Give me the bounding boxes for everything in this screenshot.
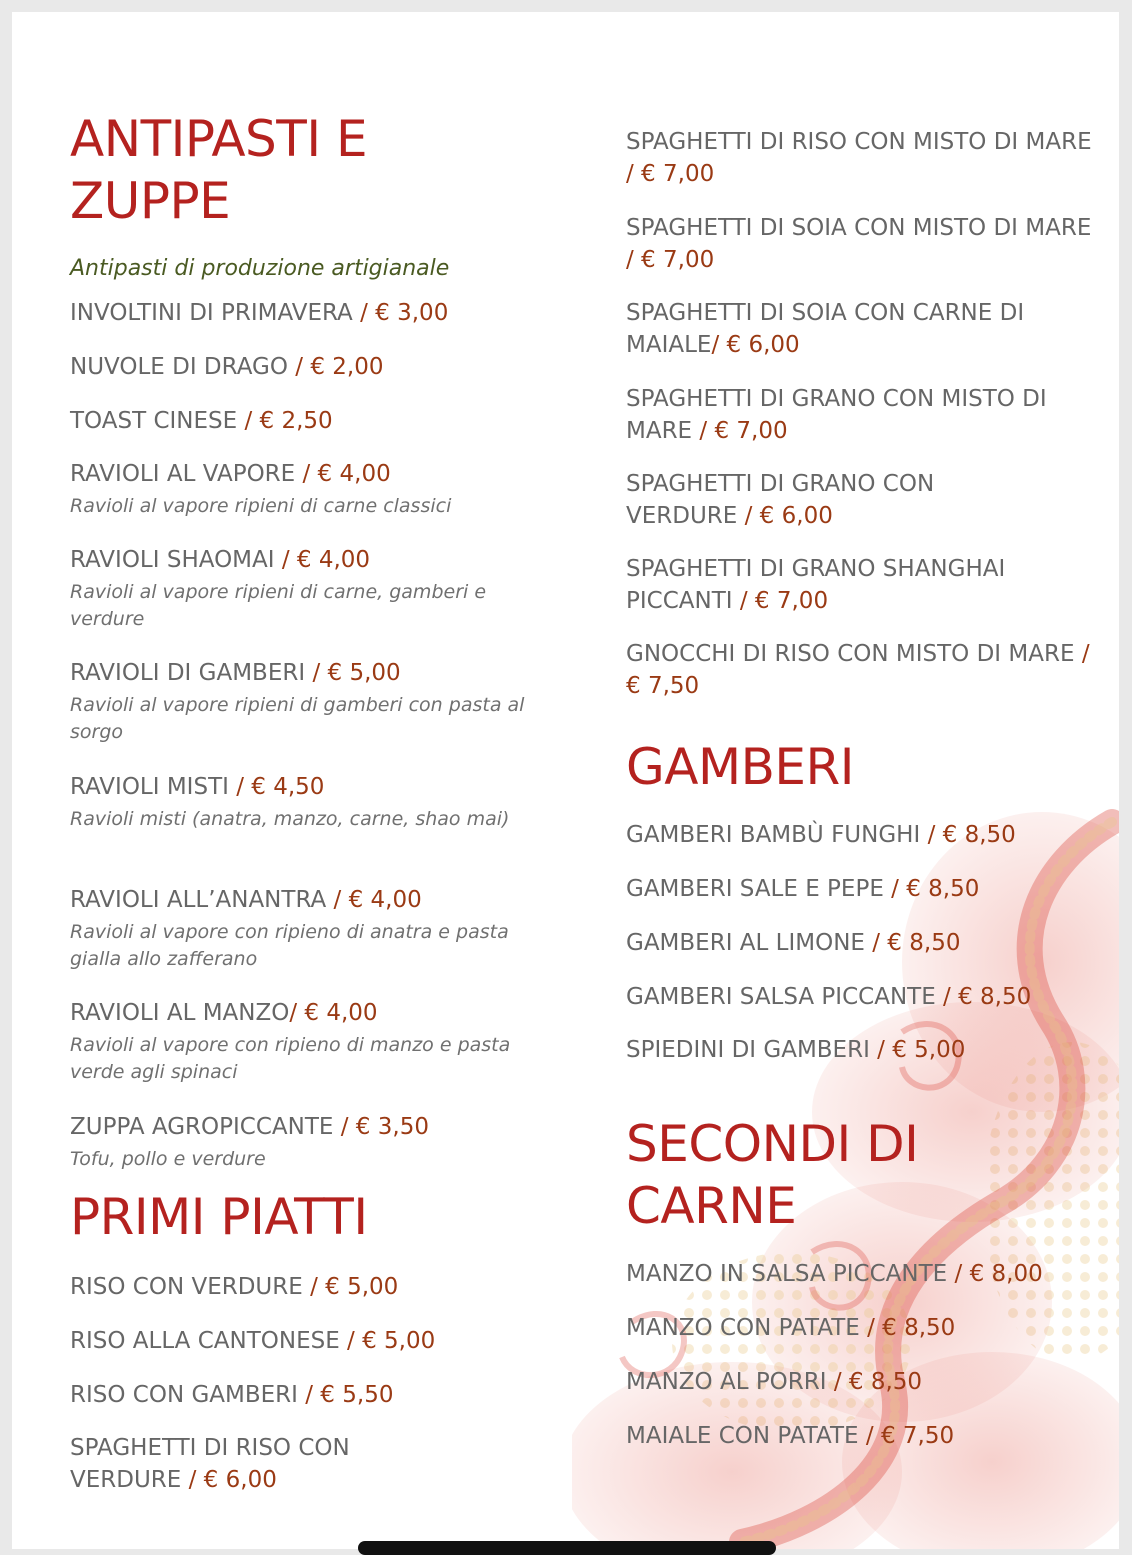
menu-item (70, 885, 540, 973)
item-description: Ravioli al vapore ripieni di carne, gamberi e verdure (70, 580, 487, 630)
item-name: ZUPPA AGROPICCANTE (70, 1114, 334, 1140)
antipasti-intro: Antipasti di produzione artigianale (70, 256, 450, 281)
menu-item (70, 1433, 400, 1496)
item-price: / € 6,00 (711, 331, 800, 358)
item-name: GAMBERI SALE E PEPE (626, 876, 884, 902)
item-price: / € 7,50 (626, 641, 1090, 699)
item-price: / € 8,50 (872, 930, 961, 956)
item-name: MANZO AL PORRI (626, 1369, 827, 1395)
item-price: / € 5,00 (312, 660, 401, 686)
menu-item (70, 298, 540, 330)
menu-item (626, 874, 1096, 906)
item-name: NUVOLE DI DRAGO (70, 354, 288, 380)
item-name: MANZO IN SALSA PICCANTE (626, 1261, 948, 1287)
item-name: RISO CON VERDURE (70, 1274, 303, 1300)
menu-item (70, 1272, 540, 1304)
menu-item (70, 1380, 540, 1412)
item-name: SPAGHETTI DI RISO CON MISTO DI MARE (626, 129, 1092, 155)
menu-item (626, 1367, 1096, 1399)
item-name: RAVIOLI SHAOMAI (70, 547, 275, 573)
menu-item (626, 1035, 1096, 1067)
item-name: MAIALE CON PATATE (626, 1423, 859, 1449)
item-price: / € 4,00 (281, 547, 371, 573)
item-name: SPAGHETTI DI GRANO CON MISTO DI MARE (626, 386, 1047, 444)
item-name: SPAGHETTI DI GRANO CON VERDURE (626, 471, 935, 529)
menu-item (626, 639, 1096, 702)
menu-item (70, 1112, 540, 1173)
item-price: / € 3,00 (360, 300, 449, 326)
item-name: SPAGHETTI DI RISO CON VERDURE (70, 1435, 350, 1493)
item-price: / € 8,50 (833, 1369, 923, 1395)
item-name: GNOCCHI DI RISO CON MISTO DI MARE (626, 641, 1075, 667)
menu-item (70, 352, 540, 384)
item-price: / € 5,00 (347, 1328, 436, 1354)
item-description: Ravioli misti (anatra, manzo, carne, shao mai) (70, 807, 510, 830)
menu-item (626, 1313, 1096, 1345)
item-name: RAVIOLI AL VAPORE (70, 461, 296, 487)
item-price: / € 7,00 (739, 587, 829, 614)
item-name: SPIEDINI DI GAMBERI (626, 1037, 870, 1063)
item-price: / € 6,00 (744, 502, 833, 529)
menu-page (12, 12, 1119, 1549)
item-description: Ravioli al vapore ripieni di gamberi con pasta al sorgo (70, 693, 525, 743)
menu-item (70, 1326, 540, 1358)
item-name: RAVIOLI MISTI (70, 774, 229, 800)
item-price: / € 8,50 (867, 1315, 956, 1341)
item-price: / € 8,50 (891, 876, 980, 902)
item-name: RAVIOLI AL MANZO (70, 1000, 290, 1026)
menu-item (626, 982, 1096, 1014)
home-indicator[interactable] (358, 1541, 776, 1555)
item-price: / € 7,00 (626, 160, 715, 187)
item-name: RAVIOLI ALL’ANANTRA (70, 887, 327, 913)
item-name: GAMBERI SALSA PICCANTE (626, 984, 936, 1010)
item-name: INVOLTINI DI PRIMAVERA (70, 300, 353, 326)
item-description: Ravioli al vapore con ripieno di anatra e pasta gialla allo zafferano (70, 920, 509, 970)
item-name: SPAGHETTI DI SOIA CON MISTO DI MARE (626, 215, 1092, 241)
item-price: / € 7,00 (626, 246, 715, 273)
item-price: / € 7,50 (865, 1423, 955, 1449)
item-description: Ravioli al vapore ripieni di carne classici (70, 494, 452, 517)
menu-item (626, 127, 1096, 190)
item-price: / € 7,00 (699, 417, 788, 444)
item-name: SPAGHETTI DI SOIA CON CARNE DI MAIALE (626, 300, 1025, 358)
item-name: MANZO CON PATATE (626, 1315, 860, 1341)
item-price: / € 4,00 (333, 887, 422, 913)
menu-item (626, 928, 1096, 960)
item-name: TOAST CINESE (70, 408, 238, 434)
menu-item (626, 298, 1096, 361)
menu-item (70, 459, 540, 520)
menu-item (626, 213, 1096, 276)
item-name: GAMBERI AL LIMONE (626, 930, 865, 956)
menu-item (626, 469, 976, 532)
section-title-secondi: SECONDI DI CARNE (626, 1115, 919, 1235)
item-price: / € 3,50 (340, 1114, 429, 1140)
item-price: / € 5,50 (305, 1382, 394, 1408)
item-price: / € 6,00 (188, 1466, 277, 1493)
item-price: / € 4,50 (236, 774, 325, 800)
menu-item (70, 545, 540, 633)
menu-item (70, 406, 540, 438)
item-price: / € 4,00 (302, 461, 391, 487)
menu-item (70, 998, 540, 1086)
item-name: RAVIOLI DI GAMBERI (70, 660, 306, 686)
item-name: SPAGHETTI DI GRANO SHANGHAI PICCANTI (626, 556, 1006, 614)
item-price: / € 8,50 (927, 822, 1016, 848)
item-price: / € 2,50 (244, 408, 333, 434)
menu-item (626, 554, 1096, 617)
menu-item (626, 1259, 1096, 1291)
item-name: RISO ALLA CANTONESE (70, 1328, 340, 1354)
menu-item (626, 820, 1096, 852)
menu-item (70, 772, 540, 833)
section-title-gamberi: GAMBERI (626, 738, 854, 796)
item-price: / € 5,00 (310, 1274, 399, 1300)
menu-item (70, 658, 540, 746)
menu-item (626, 384, 1066, 447)
item-price: / € 8,50 (943, 984, 1032, 1010)
item-name: GAMBERI BAMBÙ FUNGHI (626, 822, 921, 848)
item-price: / € 2,00 (295, 354, 384, 380)
section-title-antipasti: ANTIPASTI E ZUPPE (70, 110, 368, 230)
item-price: / € 4,00 (289, 1000, 378, 1026)
item-description: Tofu, pollo e verdure (70, 1147, 266, 1170)
item-price: / € 5,00 (877, 1037, 966, 1063)
item-price: / € 8,00 (954, 1261, 1043, 1287)
menu-item (626, 1421, 1096, 1453)
item-name: RISO CON GAMBERI (70, 1382, 298, 1408)
section-title-primi: PRIMI PIATTI (70, 1188, 368, 1246)
item-description: Ravioli al vapore con ripieno di manzo e pasta verde agli spinaci (70, 1033, 511, 1083)
